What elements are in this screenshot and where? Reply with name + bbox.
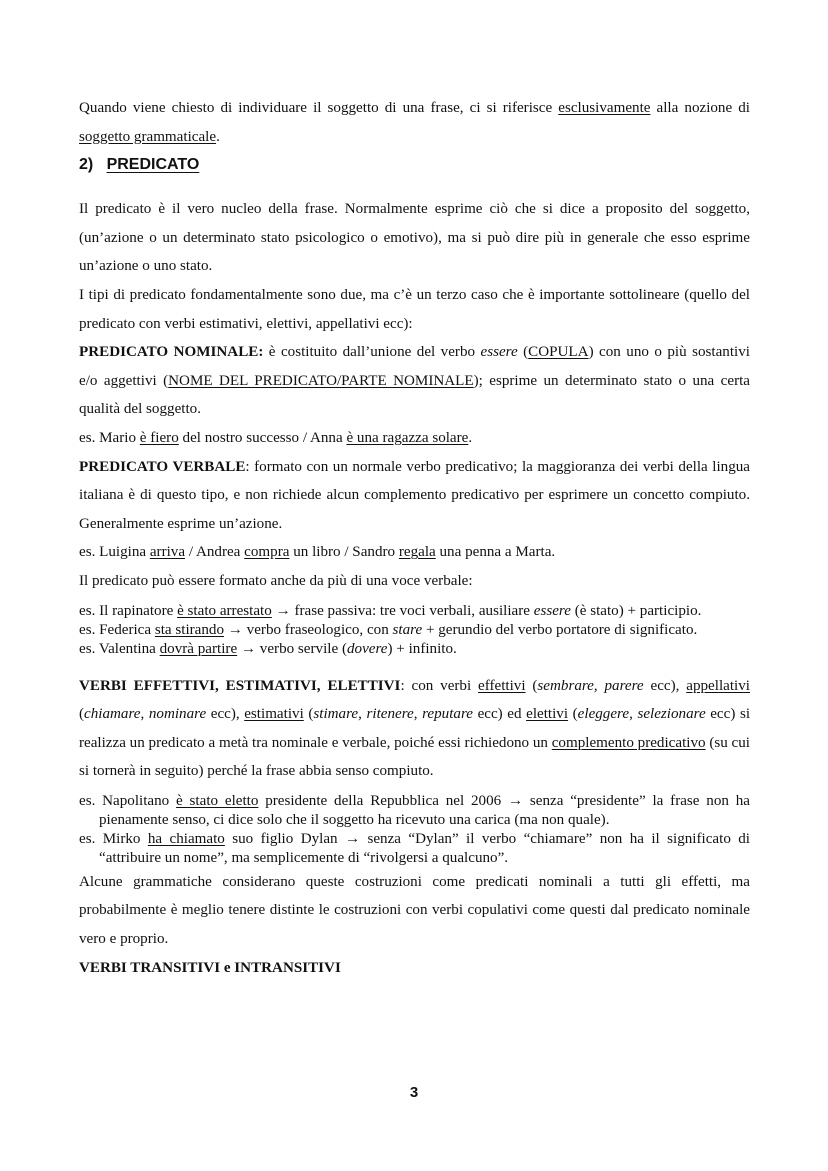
text-run: (su cui si tornerà in seguito) perché la frase abbia senso compiuto. (79, 734, 750, 780)
underlined-term: è fiero (139, 429, 179, 446)
text-run: un libro / Sandro (289, 544, 399, 561)
paragraph-types: I tipi di predicato fondamentalmente sono due, ma c’è un terzo caso che è importante sottolineare (quello del predicato con verbi estimativi, elettivi, appellativi ecc): (79, 286, 750, 332)
text-run: es. Valentina (79, 640, 160, 657)
text-run: ( (517, 344, 529, 361)
paragraph-multi-verbal: Il predicato può essere formato anche da più di una voce verbale: (79, 572, 473, 589)
italic-term: sembrare, parere (537, 677, 644, 694)
text-run: una penna a Marta. (435, 544, 556, 561)
italic-term: stimare (313, 706, 359, 723)
text-run: ( (79, 706, 85, 723)
underlined-term: è stato eletto (176, 792, 259, 809)
text-run: (è stato) + participio. (570, 602, 702, 619)
italic-term: stare (392, 621, 423, 638)
term-label: PREDICATO VERBALE (79, 458, 246, 475)
text-run: presidente della Repubblica nel 2006 → senza “presidente” la frase non ha pienamente senso, ci dice solo che il soggetto ha ricevuto una carica (ma non quale). (99, 792, 751, 828)
text-run: , (629, 706, 638, 723)
text-run: es. Mirko (79, 830, 148, 847)
underlined-term: appellativi (686, 677, 750, 694)
text-run: → verbo fraseologico, con (224, 621, 393, 638)
text-run: + gerundio del verbo portatore di significato. (422, 621, 698, 638)
section-title: PREDICATO (106, 156, 200, 174)
example-mirko (79, 830, 750, 868)
text-run: es. Napolitano (79, 792, 177, 809)
underlined-term: è una ragazza solare (346, 429, 469, 446)
underlined-term: esclusivamente (558, 100, 651, 116)
text-run: , (413, 706, 423, 723)
text-run: ) + infinito. (387, 640, 457, 657)
italic-term: dovere (346, 640, 388, 657)
intro-paragraph (79, 94, 750, 151)
paragraph-verbi-effettivi (79, 672, 750, 786)
text-run: del nostro successo / Anna (178, 429, 347, 446)
paragraph-alcune-grammatiche: Alcune grammatiche considerano queste costruzioni come predicati nominali a tutti gli effetti, ma probabilmente è meglio tenere distinte le costruzioni con verbi copulativi come questi dal predicato nominale vero e proprio. (79, 873, 750, 948)
text-run: ); esprime un determinato stato o una certa qualità del soggetto. (79, 372, 751, 418)
underlined-term: elettivi (526, 706, 569, 723)
text-run: : con verbi (400, 677, 479, 694)
text-run: ) con uno o più sostantivi e/o aggettivi ( (79, 344, 750, 389)
text-run: ecc), (643, 677, 687, 694)
underlined-term: sta stirando (154, 621, 225, 638)
italic-term: reputare (422, 706, 473, 723)
example-fraseologico (79, 621, 750, 640)
term-label: VERBI TRANSITIVI e INTRANSITIVI (79, 959, 341, 976)
text-run: ecc), (206, 706, 245, 723)
underlined-term: regala (398, 544, 436, 561)
section-number: 2) (79, 156, 94, 174)
underlined-term: è stato arrestato (177, 602, 272, 619)
page-number: 3 (409, 1084, 419, 1101)
text-run: ( (568, 706, 578, 723)
text-run: alla nozione di (650, 100, 750, 116)
text-run: → frase passiva: tre voci verbali, ausiliare (271, 602, 534, 619)
italic-term: essere (480, 344, 518, 361)
text-run: : formato con un normale verbo predicativo; la maggioranza dei verbi della lingua italiana è di questo tipo, e non richiede alcun complemento predicativo per esprimere un concetto compiuto. Generalmente esprime un’azione. (79, 458, 750, 532)
example-nominale (79, 424, 750, 453)
paragraph-definition: Il predicato è il vero nucleo della frase. Normalmente esprime ciò che si dice a proposito del soggetto, (un’azione o un determinato stato psicologico o emotivo), ma si può dire più in generale che esso esprime un’azione o uno stato. (79, 201, 750, 275)
text-run: ( (303, 706, 314, 723)
text-run: ecc) ed (472, 706, 527, 723)
underlined-term: dovrà partire (159, 640, 238, 657)
italic-term: essere (533, 602, 571, 619)
text-run: es. Federica (79, 621, 155, 638)
text-run: es. Luigina (79, 544, 150, 561)
text-run: . (216, 128, 220, 145)
text-run: suo figlio Dylan → senza “Dylan” il verbo “chiamare” non ha il significato di “attribuire un nome”, ma semplicemente di “rivolgersi a qualcuno”. (99, 830, 750, 866)
italic-term: chiamare (84, 706, 141, 723)
underlined-term: estimativi (244, 706, 304, 723)
underlined-term: NOME DEL PREDICATO/PARTE NOMINALE (168, 372, 474, 389)
underlined-term: compra (244, 544, 290, 561)
italic-term: ritenere (366, 706, 414, 723)
italic-term: eleggere (577, 706, 630, 723)
example-napolitano (79, 792, 750, 830)
text-run: es. Il rapinatore (79, 602, 178, 619)
underlined-term: complemento predicativo (551, 734, 706, 751)
heading-verbi-transitivi (79, 954, 750, 983)
term-label: PREDICATO NOMINALE: (79, 344, 264, 361)
underlined-term: soggetto grammaticale (79, 128, 217, 145)
text-run: è costituito dall’unione del verbo (263, 344, 481, 361)
underlined-term: COPULA (528, 344, 589, 361)
italic-term: selezionare (637, 706, 706, 723)
text-run: es. Mario (79, 429, 140, 446)
example-passive (79, 602, 750, 621)
text-run: . (468, 429, 473, 446)
example-servile (79, 640, 750, 659)
section-heading-predicato (79, 151, 750, 181)
text-run: , (358, 706, 367, 723)
text-run: ecc) si realizza un predicato a metà tra nominale e verbale, poiché essi richiedono un (79, 706, 751, 751)
text-run: / Andrea (185, 544, 245, 561)
underlined-term: effettivi (478, 677, 526, 694)
underlined-term: arriva (149, 544, 186, 561)
paragraph-predicato-verbale (79, 453, 750, 539)
text-run: ( (525, 677, 538, 694)
underlined-term: ha chiamato (147, 830, 225, 847)
text-run: → verbo servile ( (237, 640, 347, 657)
term-label: VERBI EFFETTIVI, ESTIMATIVI, ELETTIVI (79, 677, 401, 694)
paragraph-predicato-nominale (79, 338, 750, 424)
text-run: , (140, 706, 149, 723)
example-verbale (79, 538, 750, 567)
italic-term: nominare (148, 706, 207, 723)
text-run: Quando viene chiesto di individuare il soggetto di una frase, ci si riferisce (79, 100, 559, 116)
